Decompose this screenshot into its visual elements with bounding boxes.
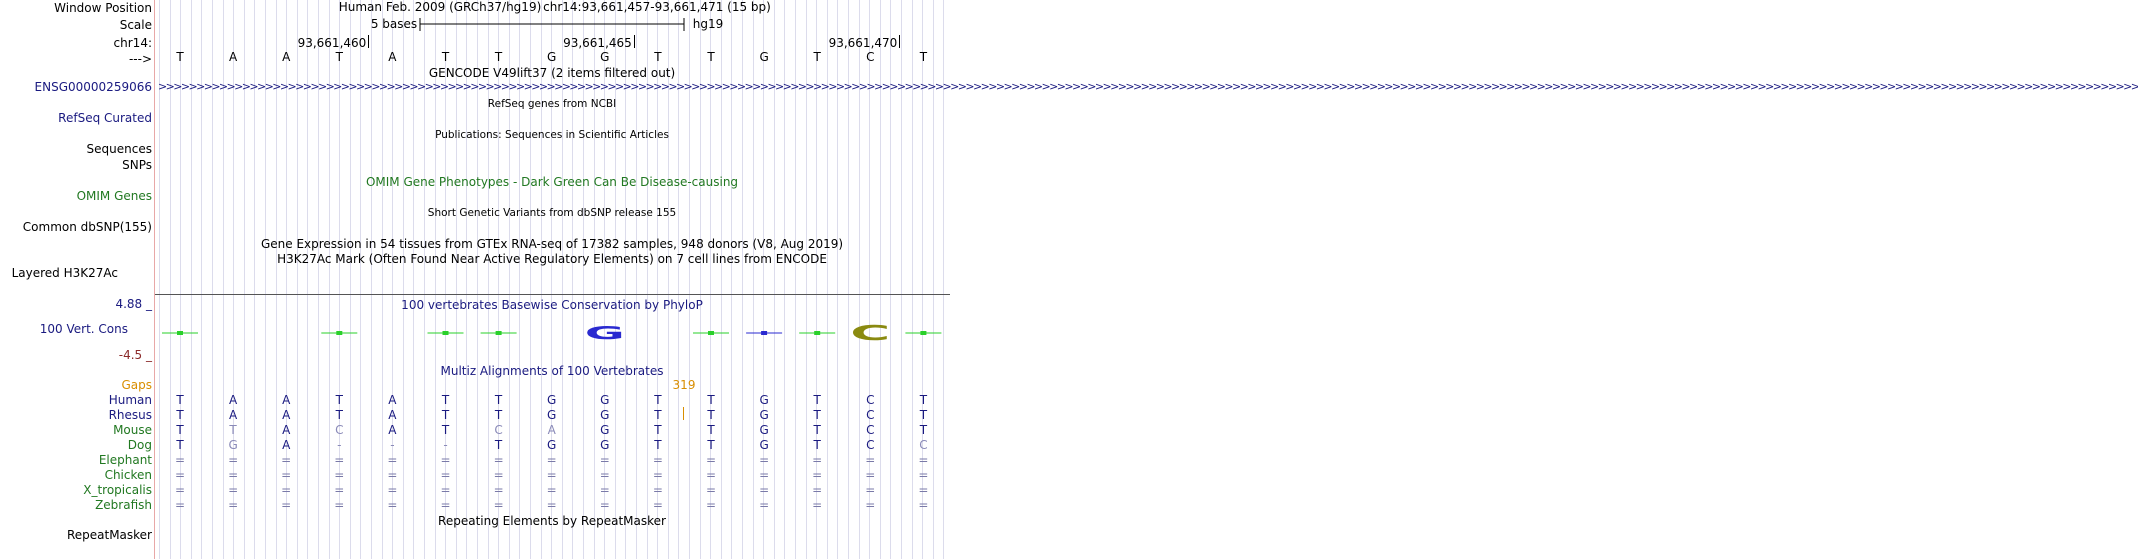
alignment-base: = bbox=[546, 468, 557, 482]
alignment-base: = bbox=[228, 483, 239, 497]
alignment-base: = bbox=[599, 468, 610, 482]
label-vert-cons[interactable]: 100 Vert. Cons bbox=[39, 322, 128, 336]
alignment-base: - bbox=[390, 438, 395, 452]
alignment-base: A bbox=[282, 408, 291, 422]
alignment-base: = bbox=[599, 498, 610, 512]
species-label[interactable]: Mouse bbox=[113, 423, 152, 437]
label-scale: Scale bbox=[119, 18, 152, 32]
alignment-base: G bbox=[600, 438, 610, 452]
reference-base: T bbox=[919, 50, 928, 64]
alignment-base: G bbox=[547, 393, 557, 407]
label-layered-h3k27ac[interactable]: Layered H3K27Ac bbox=[11, 266, 118, 280]
gene-strand-chevrons[interactable]: >>>>>>>>>>>>>>>>>>>>>>>>>>>>>>>>>>>>>>>>>>>>>>>>>>>>>>>>>>>>>>>>>>>>>>>>>>>>>>>>>>>>>>>>>>>>>>>>>>>>>>>>>>>>>>>>>>>>>>>>>>>>>>>>>>>>>>>>>>>>>>>>>>>>>>>>>>>>>>>>>>>>>>>>>>>>>>>>>>>>>>>>>>>>>>>>>>>>>>>>>>>>>>>>>>>>>>>>>>>>>>>>>>>>>>>>>>>>>>>>>>>>>>>>>>>>>>>>>>>> bbox=[158, 80, 2138, 93]
alignment-base: T bbox=[494, 438, 503, 452]
alignment-base: = bbox=[759, 468, 770, 482]
phylop-score-bar bbox=[177, 331, 183, 335]
label-window-position: Window Position bbox=[54, 1, 152, 15]
alignment-base: = bbox=[705, 453, 717, 467]
alignment-base: C bbox=[335, 423, 344, 437]
reference-base: A bbox=[228, 50, 238, 64]
alignment-base: G bbox=[759, 393, 769, 407]
alignment-base: G bbox=[759, 423, 769, 437]
h3k27ac-track-title[interactable]: H3K27Ac Mark (Often Found Near Active Regulatory Elements) on 7 cell lines from ENCODE bbox=[277, 252, 827, 266]
alignment-base: = bbox=[812, 483, 823, 497]
gencode-track-title[interactable]: GENCODE V49lift37 (2 items filtered out) bbox=[428, 66, 676, 80]
reference-base: T bbox=[335, 50, 343, 64]
alignment-base: = bbox=[918, 483, 929, 497]
scale-db: hg19 bbox=[692, 17, 724, 31]
alignment-base: T bbox=[441, 408, 450, 422]
reference-base: T bbox=[654, 50, 662, 64]
position-readout: chr14:93,661,457-93,661,471 (15 bp) bbox=[543, 0, 771, 14]
gap-marker bbox=[683, 407, 684, 420]
alignment-base: = bbox=[440, 498, 451, 512]
reference-base: T bbox=[441, 50, 450, 64]
ruler-tick bbox=[368, 35, 369, 48]
alignment-base: = bbox=[228, 453, 239, 467]
alignment-base: = bbox=[228, 498, 239, 512]
alignment-base: = bbox=[918, 498, 929, 512]
alignment-base: = bbox=[812, 468, 823, 482]
alignment-base: T bbox=[919, 393, 928, 407]
phylop-score-bar bbox=[496, 331, 502, 335]
gtex-track-title[interactable]: Gene Expression in 54 tissues from GTEx RNA-seq of 17382 samples, 948 donors (V8, Aug 2019) bbox=[260, 237, 844, 251]
label-chromosome: chr14: bbox=[113, 36, 152, 50]
alignment-base: C bbox=[494, 423, 503, 437]
alignment-base: T bbox=[919, 408, 928, 422]
label-sequences[interactable]: Sequences bbox=[86, 142, 152, 156]
reference-base: T bbox=[707, 50, 715, 64]
alignment-base: = bbox=[281, 498, 292, 512]
conservation-logo-letter: C bbox=[850, 321, 891, 345]
alignment-base: G bbox=[600, 393, 610, 407]
phylop-score-bar bbox=[336, 331, 342, 335]
alignment-base: T bbox=[654, 423, 662, 437]
alignment-base: = bbox=[334, 468, 345, 482]
alignment-base: T bbox=[813, 393, 821, 407]
alignment-base: = bbox=[918, 453, 929, 467]
species-label[interactable]: Dog bbox=[127, 438, 152, 452]
alignment-base: = bbox=[174, 468, 186, 482]
alignment-base: = bbox=[387, 453, 398, 467]
alignment-base: T bbox=[654, 438, 662, 452]
alignment-base: T bbox=[335, 393, 343, 407]
alignment-base: = bbox=[334, 483, 345, 497]
alignment-base: T bbox=[176, 408, 184, 422]
alignment-base: = bbox=[812, 498, 823, 512]
alignment-base: = bbox=[440, 453, 451, 467]
alignment-base: T bbox=[654, 393, 662, 407]
refseq-track-title[interactable]: RefSeq genes from NCBI bbox=[487, 98, 617, 110]
alignment-base: = bbox=[918, 468, 929, 482]
alignment-base: = bbox=[759, 483, 770, 497]
phylop-score-bar bbox=[761, 331, 767, 335]
reference-base: G bbox=[759, 50, 769, 64]
reference-base: A bbox=[388, 50, 397, 64]
species-label[interactable]: X_tropicalis bbox=[83, 483, 152, 497]
phylop-score-bar bbox=[443, 331, 449, 335]
alignment-base: T bbox=[441, 423, 450, 437]
alignment-base: = bbox=[440, 483, 451, 497]
label-strand-arrow: ---> bbox=[128, 52, 152, 66]
alignment-base: = bbox=[546, 483, 557, 497]
alignment-base: A bbox=[228, 393, 238, 407]
label-snps[interactable]: SNPs bbox=[122, 158, 152, 172]
scale-bar bbox=[418, 17, 688, 33]
label-omim-genes[interactable]: OMIM Genes bbox=[76, 189, 152, 203]
alignment-base: - bbox=[337, 438, 342, 452]
alignment-base: T bbox=[441, 393, 450, 407]
alignment-base: = bbox=[865, 453, 876, 467]
species-label[interactable]: Elephant bbox=[98, 453, 152, 467]
assembly-title: Human Feb. 2009 (GRCh37/hg19) bbox=[338, 0, 542, 14]
alignment-base: = bbox=[865, 483, 876, 497]
alignment-base: = bbox=[652, 483, 663, 497]
alignment-base: = bbox=[705, 483, 717, 497]
alignment-base: T bbox=[494, 393, 503, 407]
alignment-base: A bbox=[282, 423, 291, 437]
reference-base: G bbox=[547, 50, 557, 64]
alignment-base: = bbox=[493, 483, 504, 497]
alignment-base: T bbox=[813, 408, 821, 422]
ruler-tick-label: 93,661,465 bbox=[563, 36, 632, 50]
alignment-base: G bbox=[600, 408, 610, 422]
alignment-base: A bbox=[388, 408, 397, 422]
alignment-base: = bbox=[599, 483, 610, 497]
alignment-base: = bbox=[334, 453, 345, 467]
alignment-base: = bbox=[493, 453, 504, 467]
alignment-base: T bbox=[494, 408, 503, 422]
alignment-base: T bbox=[176, 438, 184, 452]
species-label[interactable]: Rhesus bbox=[108, 408, 152, 422]
ruler-tick bbox=[899, 35, 900, 48]
ruler-tick bbox=[634, 35, 635, 48]
alignment-base: C bbox=[866, 408, 875, 422]
label-repeatmasker[interactable]: RepeatMasker bbox=[66, 528, 152, 542]
alignment-base: T bbox=[176, 423, 184, 437]
conservation-logo-letter: G bbox=[584, 323, 625, 344]
alignment-base: G bbox=[547, 408, 557, 422]
alignment-base: = bbox=[546, 498, 557, 512]
alignment-base: = bbox=[281, 483, 292, 497]
label-gaps: Gaps bbox=[121, 378, 152, 392]
ruler-tick-label: 93,661,470 bbox=[828, 36, 898, 50]
phylop-score-bar bbox=[708, 331, 714, 335]
alignment-base: A bbox=[547, 423, 556, 437]
alignment-base: C bbox=[919, 438, 928, 452]
alignment-base: = bbox=[387, 498, 398, 512]
species-label[interactable]: Zebrafish bbox=[95, 498, 152, 512]
reference-base: C bbox=[866, 50, 875, 64]
reference-base: T bbox=[494, 50, 503, 64]
alignment-base: = bbox=[546, 453, 557, 467]
alignment-base: A bbox=[282, 393, 291, 407]
species-label[interactable]: Chicken bbox=[104, 468, 152, 482]
repeatmasker-track-title[interactable]: Repeating Elements by RepeatMasker bbox=[438, 514, 666, 528]
alignment-base: A bbox=[282, 438, 291, 452]
reference-base: T bbox=[813, 50, 821, 64]
alignment-base: T bbox=[707, 438, 715, 452]
alignment-base: A bbox=[388, 423, 397, 437]
alignment-base: = bbox=[281, 468, 292, 482]
alignment-base: - bbox=[443, 438, 448, 452]
alignment-base: G bbox=[547, 438, 557, 452]
alignment-base: = bbox=[493, 468, 504, 482]
scale-bases: 5 bases bbox=[370, 17, 418, 31]
alignment-base: = bbox=[652, 453, 663, 467]
label-cons-max: 4.88 _ bbox=[115, 297, 152, 311]
alignment-base: G bbox=[600, 423, 610, 437]
alignment-base: = bbox=[865, 468, 876, 482]
label-cons-min: -4.5 _ bbox=[118, 348, 152, 362]
alignment-base: = bbox=[334, 498, 345, 512]
reference-base: A bbox=[282, 50, 291, 64]
species-label[interactable]: Human bbox=[108, 393, 152, 407]
alignment-base: = bbox=[174, 498, 186, 512]
gap-count: 319 bbox=[672, 378, 696, 392]
alignment-base: C bbox=[866, 438, 875, 452]
alignment-base: = bbox=[759, 453, 770, 467]
alignment-base: T bbox=[813, 423, 821, 437]
alignment-base: = bbox=[281, 453, 292, 467]
alignment-base: A bbox=[228, 408, 238, 422]
alignment-base: T bbox=[707, 408, 715, 422]
alignment-base: A bbox=[388, 393, 397, 407]
publications-track-title[interactable]: Publications: Sequences in Scientific Articles bbox=[435, 129, 669, 141]
alignment-base: T bbox=[335, 408, 343, 422]
alignment-base: = bbox=[865, 498, 876, 512]
alignment-base: C bbox=[866, 393, 875, 407]
alignment-base: = bbox=[705, 468, 717, 482]
alignment-base: = bbox=[599, 453, 610, 467]
reference-base: T bbox=[176, 50, 184, 64]
track-separator bbox=[155, 294, 950, 295]
alignment-base: T bbox=[176, 393, 184, 407]
alignment-base: = bbox=[652, 468, 663, 482]
alignment-base: = bbox=[174, 483, 186, 497]
alignment-base: C bbox=[866, 423, 875, 437]
alignment-base: = bbox=[812, 453, 823, 467]
alignment-base: G bbox=[228, 438, 238, 452]
track-label-column bbox=[0, 0, 154, 559]
reference-base: G bbox=[600, 50, 610, 64]
phylop-score-bar bbox=[814, 331, 820, 335]
ruler-tick-label: 93,661,460 bbox=[297, 36, 367, 50]
alignment-base: = bbox=[705, 498, 717, 512]
alignment-base: G bbox=[759, 438, 769, 452]
label-refseq-curated[interactable]: RefSeq Curated bbox=[58, 111, 152, 125]
alignment-base: = bbox=[652, 498, 663, 512]
omim-track-title[interactable]: OMIM Gene Phenotypes - Dark Green Can Be Disease-causing bbox=[365, 175, 739, 189]
alignment-base: = bbox=[493, 498, 504, 512]
dbsnp-track-title[interactable]: Short Genetic Variants from dbSNP release 155 bbox=[427, 207, 677, 219]
alignment-base: = bbox=[387, 468, 398, 482]
multiz-track-title[interactable]: Multiz Alignments of 100 Vertebrates bbox=[440, 364, 664, 378]
alignment-base: T bbox=[707, 393, 715, 407]
phylop-track-title[interactable]: 100 vertebrates Basewise Conservation by PhyloP bbox=[401, 298, 703, 312]
alignment-base: = bbox=[228, 468, 239, 482]
alignment-base: = bbox=[174, 453, 186, 467]
alignment-base: = bbox=[387, 483, 398, 497]
alignment-base: = bbox=[440, 468, 451, 482]
alignment-base: T bbox=[229, 423, 237, 437]
alignment-base: G bbox=[759, 408, 769, 422]
alignment-base: = bbox=[759, 498, 770, 512]
alignment-base: T bbox=[813, 438, 821, 452]
alignment-base: T bbox=[654, 408, 662, 422]
alignment-base: T bbox=[919, 423, 928, 437]
phylop-score-bar bbox=[920, 331, 926, 335]
phylop-conservation-plot[interactable] bbox=[155, 318, 950, 350]
label-gene-id[interactable]: ENSG00000259066 bbox=[34, 80, 152, 94]
alignment-base: T bbox=[707, 423, 715, 437]
label-common-dbsnp[interactable]: Common dbSNP(155) bbox=[22, 220, 152, 234]
